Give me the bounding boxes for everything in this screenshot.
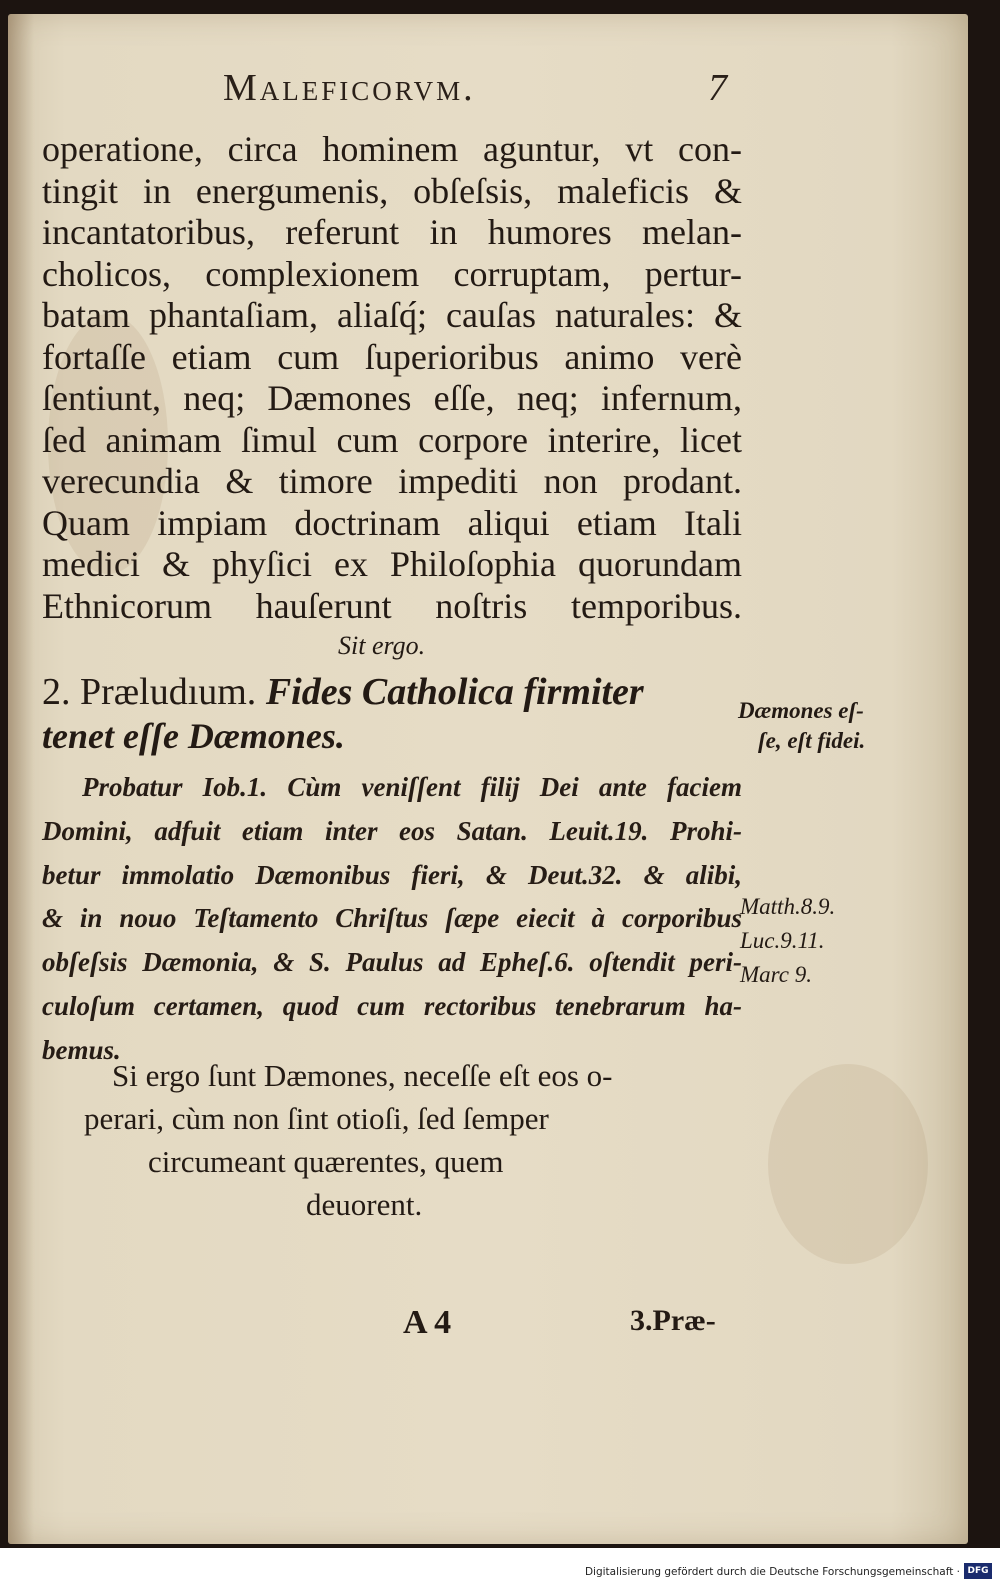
footer-credit: Digitalisierung gefördert durch die Deutsche Forschungsgemeinschaft ·	[584, 1566, 960, 1578]
text-line: tingit in energumenis, obſeſsis, maleficis &	[42, 170, 742, 211]
text-line: operatione, circa hominem aguntur, vt con-	[42, 129, 742, 169]
text-line: Ethnicorum hauſerunt noſtris temporibus.	[42, 585, 742, 626]
proof-line: betur immolatio Dæmonibus fieri, & Deut.32. & alibi,	[42, 859, 742, 890]
prelude-number: 2.	[42, 671, 71, 713]
text-line: verecundia & timore impediti non prodant.	[42, 461, 742, 501]
text-line: Quam impiam doctrinam aliqui etiam Itali	[42, 502, 742, 543]
footer-bar	[0, 1548, 1000, 1592]
page-header	[8, 66, 968, 116]
signature-mark: A 4	[403, 1304, 452, 1341]
prelude-title: Præludıum.	[80, 671, 257, 713]
book-page	[8, 14, 968, 1544]
prelude-heading	[42, 670, 742, 758]
text-line: fortaſſe etiam cum ſuperioribus animo verè	[42, 336, 742, 377]
sit-ergo: Sit ergo.	[338, 631, 426, 660]
closing-paragraph	[42, 1054, 742, 1226]
margin-note-line: Luc.9.11.	[740, 928, 825, 953]
text-line: batam phantaſiam, aliaſq́; cauſas naturales: &	[42, 295, 742, 335]
margin-note-line: Marc 9.	[740, 962, 812, 987]
margin-note	[740, 890, 835, 992]
text-line: ſed animam ſimul cum corpore interire, licet	[42, 419, 742, 460]
proof-line: & in nouo Teſtamento Chriſtus ſæpe eiecit à corporibus	[42, 903, 742, 934]
closing-line: circumeant quærentes, quem	[148, 1144, 504, 1179]
closing-line: deuorent.	[306, 1187, 423, 1222]
text-line: medici & phyſici ex Philoſophia quorundam	[42, 544, 742, 584]
proof-line: obſeſsis Dæmonia, & S. Paulus ad Epheſ.6. oſtendit peri-	[42, 947, 742, 978]
proof-paragraph	[42, 766, 742, 1073]
running-head: Maleficorvm.	[223, 67, 476, 109]
margin-note-line: ſe, eſt fidei.	[758, 728, 866, 753]
thesis-line: Fides Catholica firmiter	[265, 671, 644, 713]
thesis-line: tenet eſſe Dæmones.	[42, 716, 345, 756]
proof-line: Probatur Iob.1. Cùm veniſſent filij Dei ante faciem	[82, 772, 742, 802]
catchword: 3.Præ-	[630, 1304, 716, 1337]
page-number: 7	[708, 67, 727, 109]
margin-note-line: Dæmones eſ-	[738, 698, 864, 723]
proof-line: Domini, adfuit etiam inter eos Satan. Leuit.19. Prohi-	[42, 815, 742, 846]
margin-note-line: Matth.8.9.	[740, 894, 836, 919]
text-line: cholicos, complexionem corruptam, pertur-	[42, 253, 742, 294]
dfg-logo: DFG	[964, 1563, 992, 1579]
main-paragraph	[42, 129, 742, 665]
text-line: ſentiunt, neq; Dæmones eſſe, neq; infernum,	[42, 378, 742, 418]
margin-note	[738, 696, 865, 756]
proof-line: culoſum certamen, quod cum rectoribus tenebrarum ha-	[42, 990, 742, 1021]
paper-stain	[768, 1064, 928, 1264]
text-line: incantatoribus, referunt in humores melan-	[42, 212, 742, 252]
closing-line: perari, cùm non ſint otioſi, ſed ſemper	[84, 1101, 549, 1136]
proof-line: bemus.	[42, 1034, 121, 1065]
closing-line: Si ergo ſunt Dæmones, neceſſe eſt eos o-	[112, 1058, 613, 1093]
